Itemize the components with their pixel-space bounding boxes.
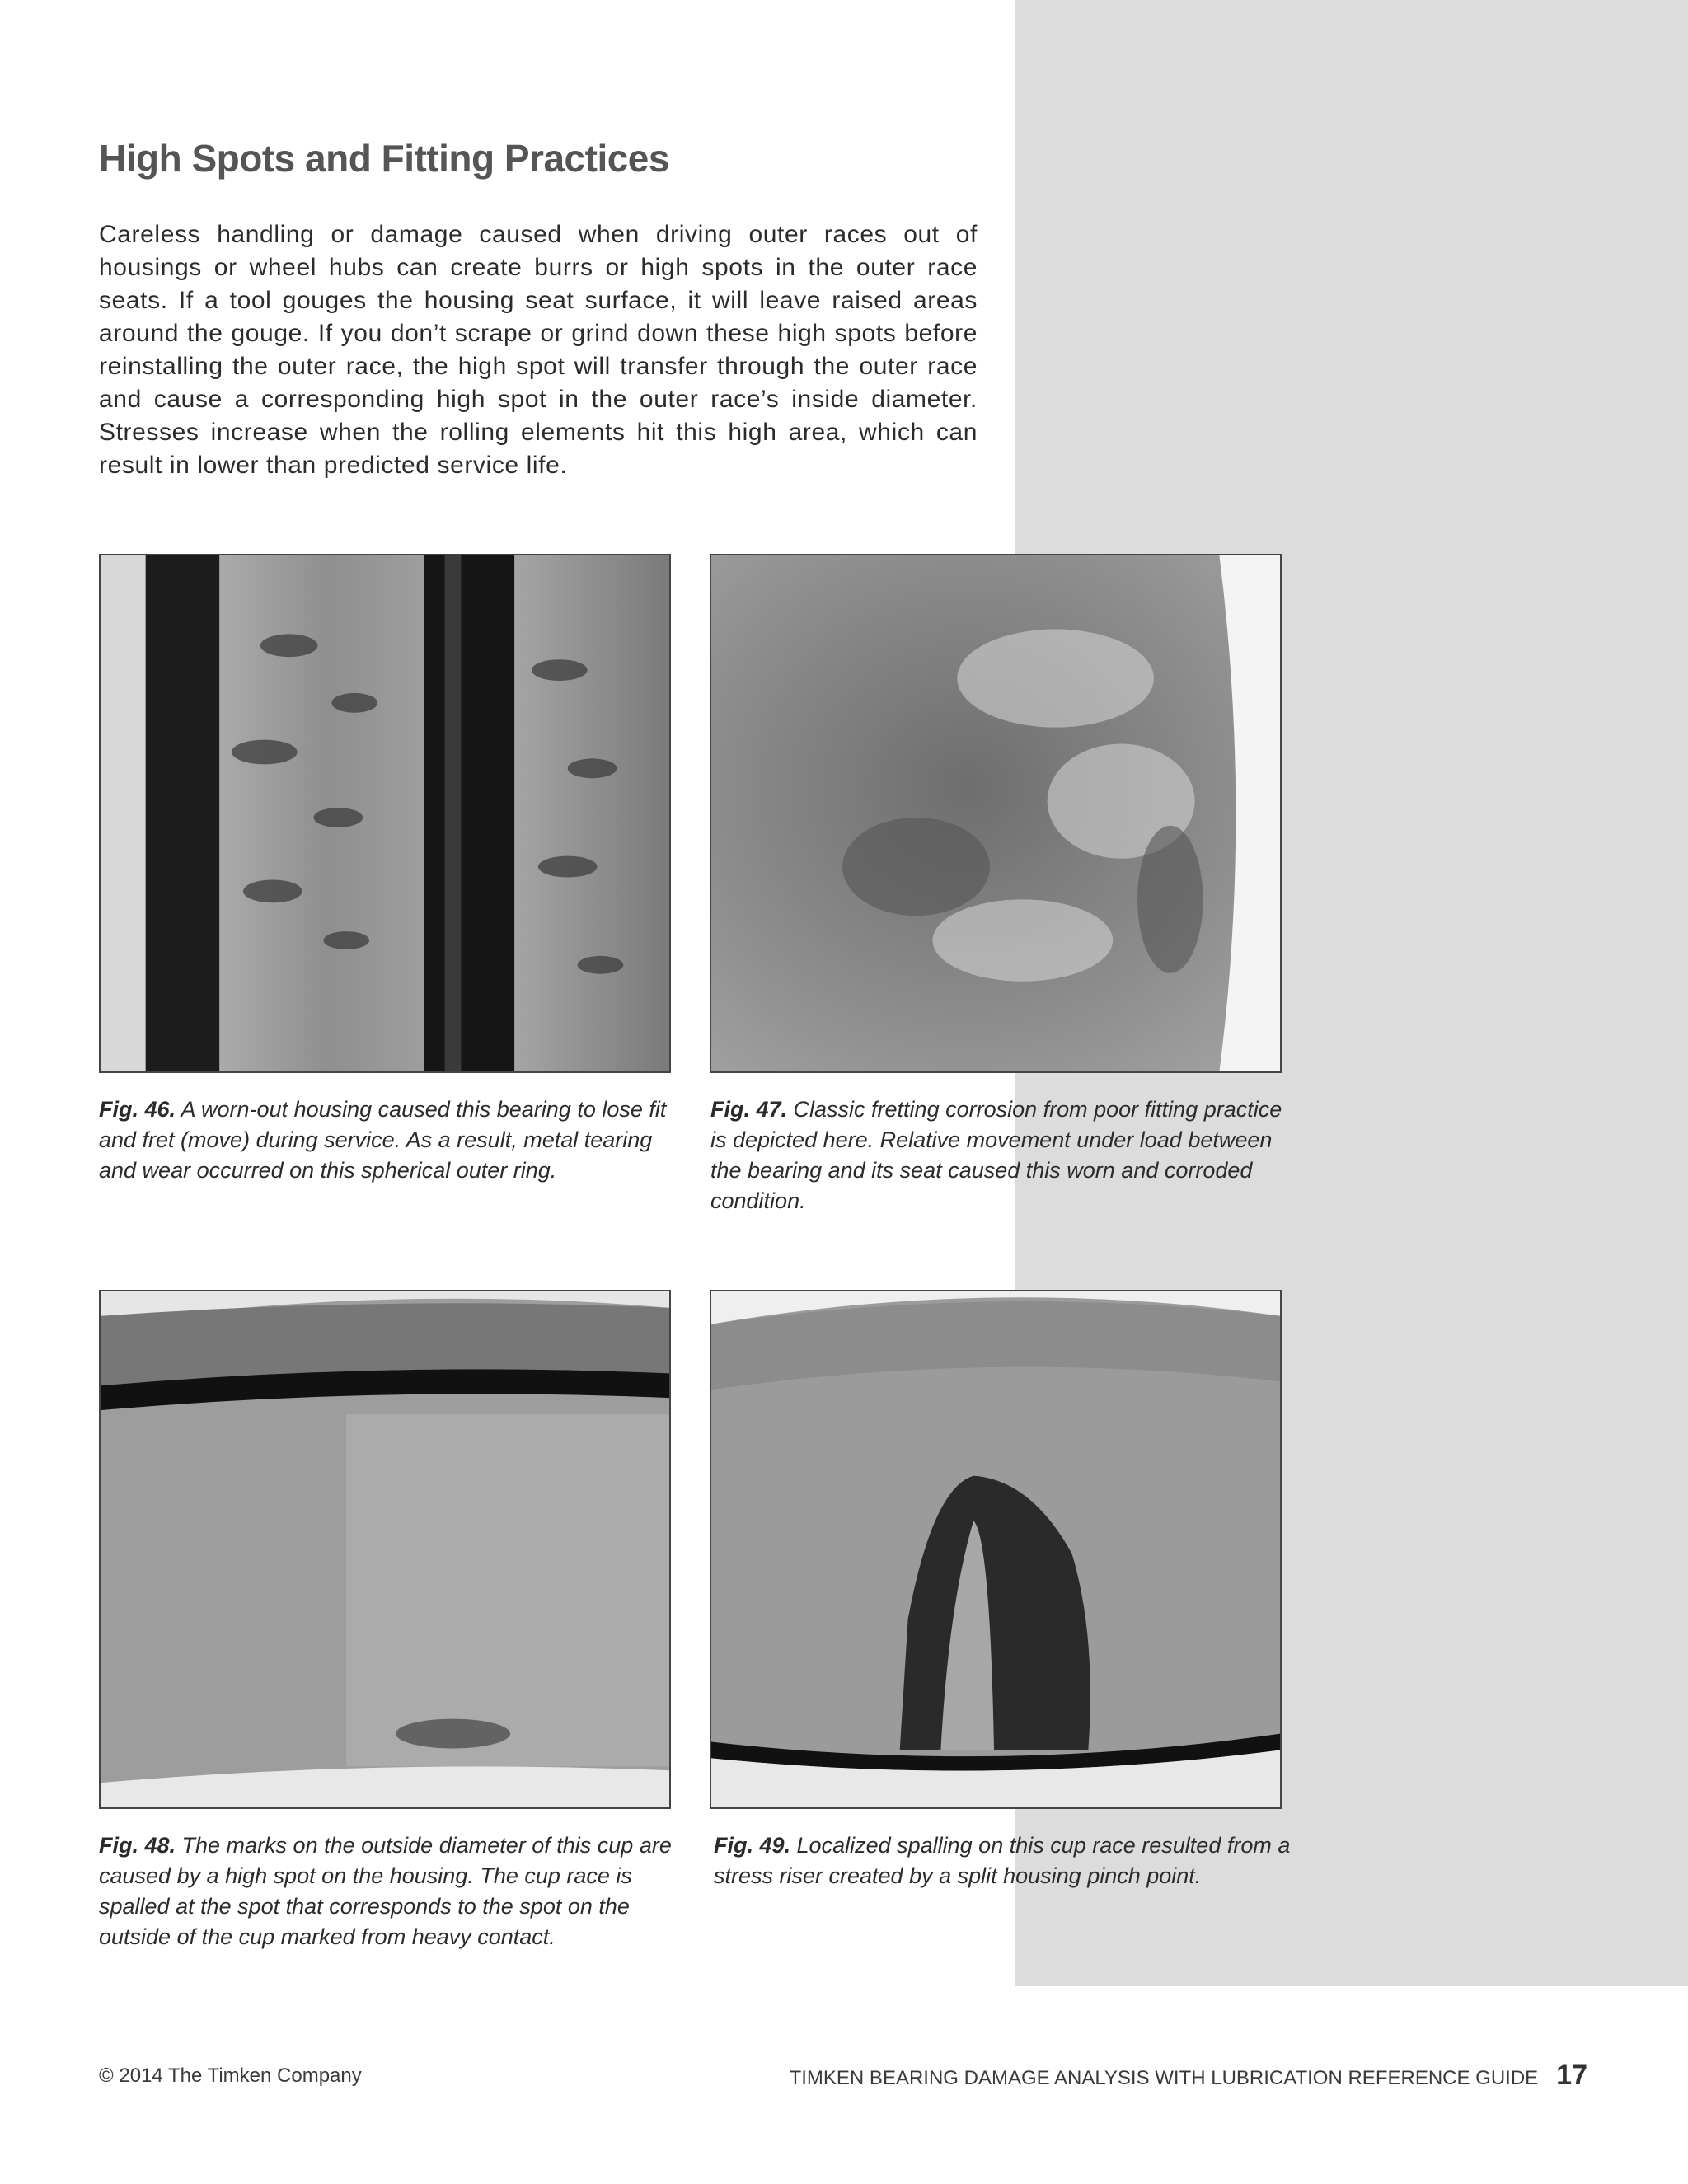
footer-guide-title: TIMKEN BEARING DAMAGE ANALYSIS WITH LUBRICATION REFERENCE GUIDE (789, 2067, 1539, 2089)
fig-47-label: Fig. 47. (710, 1097, 788, 1122)
fig-48-photo (99, 1290, 671, 1809)
fig-46-label: Fig. 46. (99, 1097, 176, 1122)
fig-48-text: The marks on the outside diameter of this cup are caused by a high spot on the housing. The cup race is spalled at the spot that corresponds to the spot on the outside of the cup marked from heavy contact. (99, 1833, 672, 1949)
fig-49-label: Fig. 49. (714, 1833, 791, 1858)
fig-46-caption (99, 1094, 676, 1186)
page-title: High Spots and Fitting Practices (99, 137, 669, 180)
fig-48-caption (99, 1830, 676, 1952)
fig-47-photo (710, 554, 1282, 1073)
fig-46-text: A worn-out housing caused this bearing to lose fit and fret (move) during service. As a result, metal tearing and wear occurred on this spherical outer ring. (99, 1097, 667, 1183)
fig-49-caption (714, 1830, 1291, 1891)
intro-paragraph: Careless handling or damage caused when driving outer races out of housings or wheel hubs can create burrs or high spots in the outer race seats. If a tool gouges the housing seat surface, it will leave raised areas around the gouge. If you don’t scrape or grind down these high spots before reinstalling the outer race, the high spot will transfer through the outer race and cause a corresponding high spot in the outer race’s inside diameter. Stresses increase when the rolling elements hit this high area, which can result in lower than predicted service life. (99, 221, 978, 479)
fig-46-photo (99, 554, 671, 1073)
fig-48-label: Fig. 48. (99, 1833, 176, 1858)
footer-copyright: © 2014 The Timken Company (99, 2064, 362, 2087)
footer-right (790, 2060, 1587, 2092)
fig-47-caption (710, 1094, 1287, 1216)
fig-49-photo (710, 1290, 1282, 1809)
page-number: 17 (1556, 2060, 1587, 2091)
fig-47-text: Classic fretting corrosion from poor fitting practice is depicted here. Relative movement under load between the bearing and its seat caused this worn and corroded condition. (710, 1097, 1282, 1213)
fig-49-text: Localized spalling on this cup race resulted from a stress riser created by a split housing pinch point. (714, 1833, 1291, 1888)
